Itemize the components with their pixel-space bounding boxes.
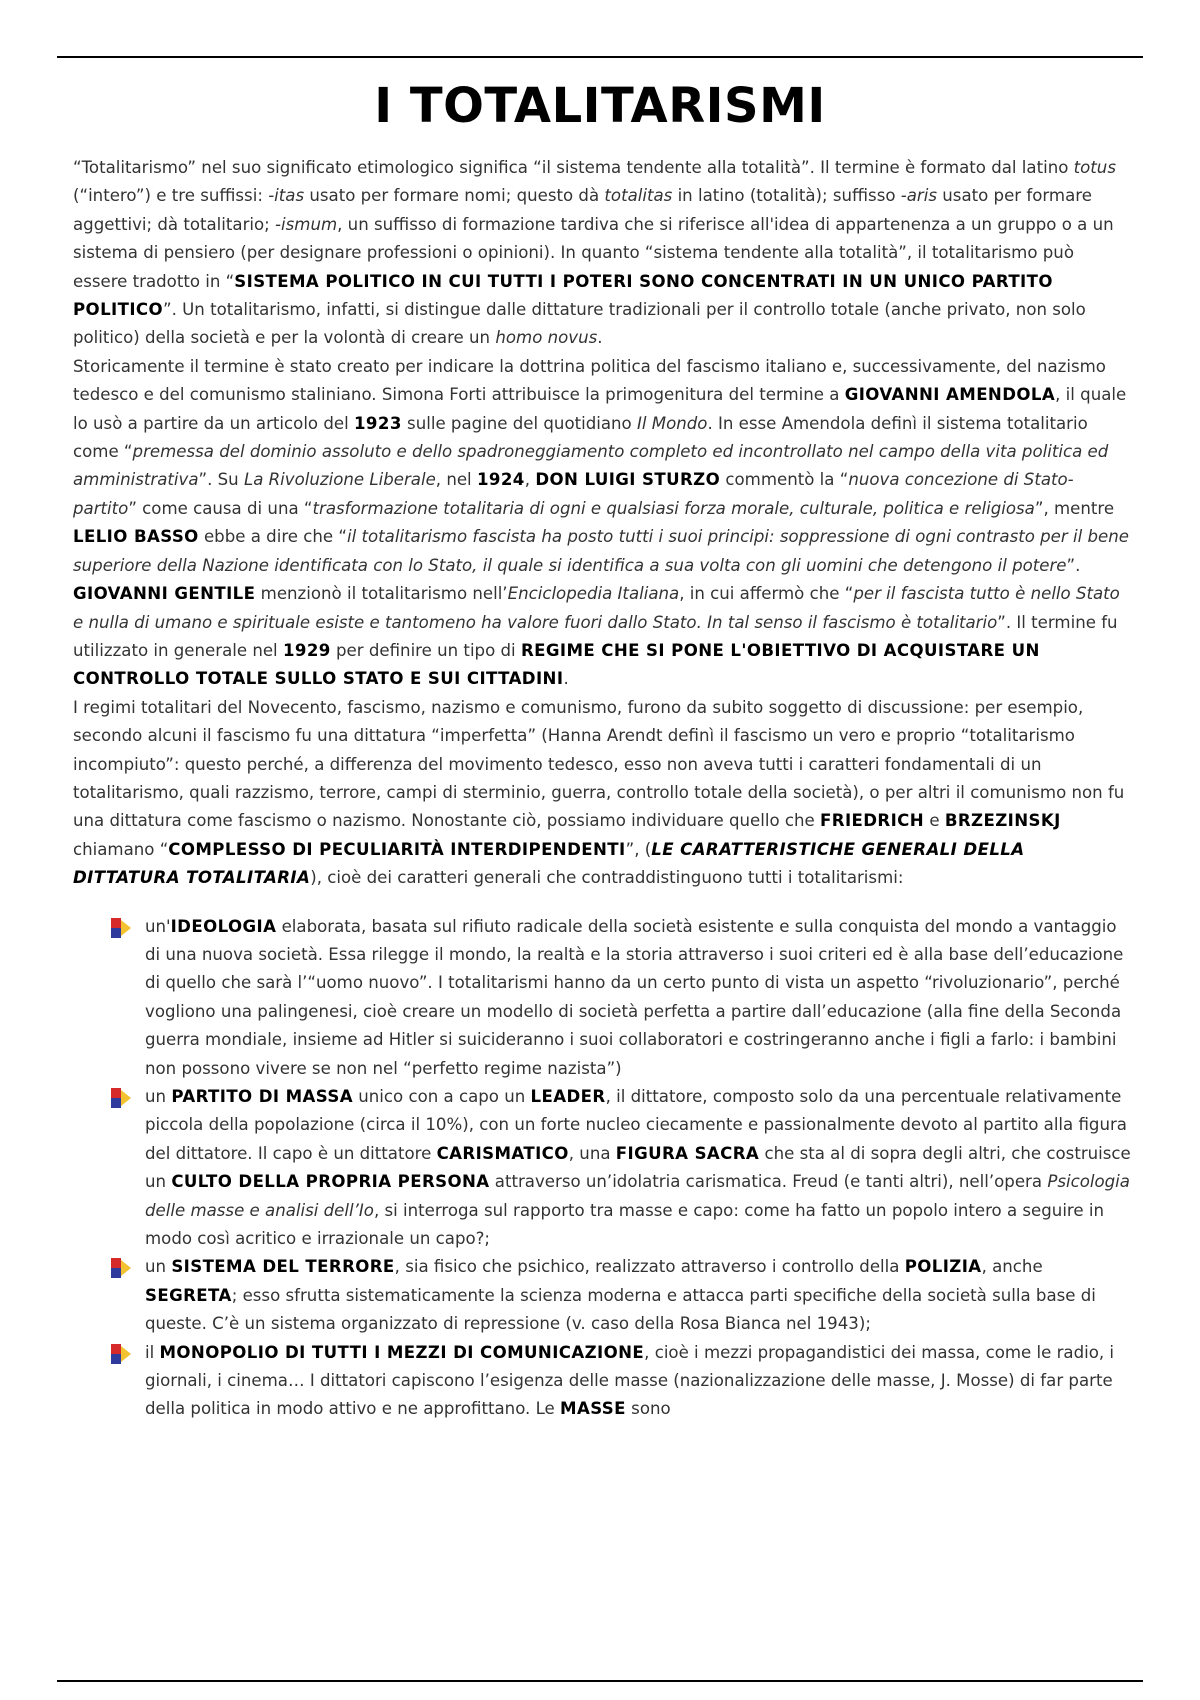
arrow-bullet-icon <box>109 1088 131 1108</box>
document-body <box>73 154 1131 1424</box>
paragraph-history: Storicamente il termine è stato creato per indicare la dottrina politica del fascismo italiano e, successivamente, del nazismo tedesco e del comunismo staliniano. Simona Forti attribuisce la primogenitura del termine a GIOVANNI AMENDOLA, il quale lo usò a partire da un articolo del 1923 sulle pagine del quotidiano Il Mondo. In esse Amendola definì il sistema totalitario come “premessa del dominio assoluto e dello spadroneggiamento completo ed incontrollato nel campo della vita politica ed amministrativa”. Su La Rivoluzione Liberale, nel 1924, DON LUIGI STURZO commentò la “nuova concezione di Stato-partito” come causa di una “trasformazione totalitaria di ogni e qualsiasi forza morale, culturale, politica e religiosa”, mentre LELIO BASSO ebbe a dire che “il totalitarismo fascista ha posto tutti i suoi principi: soppressione di ogni contrasto per il bene superiore della Nazione identificata con lo Stato, il quale si identifica a sua volta con gli uomini che detengono il potere”. GIOVANNI GENTILE menzionò il totalitarismo nell’Enciclopedia Italiana, in cui affermò che “per il fascista tutto è nello Stato e nulla di umano e spirituale esiste e tantomeno ha valore fuori dallo Stato. In tal senso il fascismo è totalitario”. Il termine fu utilizzato in generale nel 1929 per definire un tipo di REGIME CHE SI PONE L'OBIETTIVO DI ACQUISTARE UN CONTROLLO TOTALE SULLO STATO E SUI CITTADINI. <box>73 356 1129 689</box>
list-item-ideology: un'IDEOLOGIA elaborata, basata sul rifiuto radicale della società esistente e sulla conquista del mondo a vantaggio di una nuova società. Essa rilegge il mondo, la realtà e la storia attraverso i suoi criteri ed è alla base dell’educazione di quello che sarà l’“uomo nuovo”. I totalitarismi hanno da un certo punto di vista un aspetto “rivoluzionario”, perché vogliono una palingenesi, cioè creare un modello di società perfetta a partire dall’educazione (alla fine della Seconda guerra mondiale, insieme ad Hitler si suicideranno i suoi collaboratori e costringeranno anche i figli a farlo: i bambini non possono vivere se non nel “perfetto regime nazista”) <box>145 913 1131 1083</box>
bottom-rule <box>57 1680 1143 1682</box>
characteristics-list <box>73 913 1131 1424</box>
page-title: I TOTALITARISMI <box>374 78 826 134</box>
paragraph-etymology: “Totalitarismo” nel suo significato etimologico significa “il sistema tendente alla totalità”. Il termine è formato dal latino totus (“intero”) e tre suffissi: -itas usato per formare nomi; questo dà totalitas in latino (totalità); suffisso -aris usato per formare aggettivi; dà totalitario; -ismum, un suffisso di formazione tardiva che si riferisce all'idea di appartenenza a un gruppo o a un sistema di pensiero (per designare professioni o opinioni). In quanto “sistema tendente alla totalità”, il totalitarismo può essere tradotto in “SISTEMA POLITICO IN CUI TUTTI I POTERI SONO CONCENTRATI IN UN UNICO PARTITO POLITICO”. Un totalitarismo, infatti, si distingue dalle dittature tradizionali per il controllo totale (anche privato, non solo politico) della società e per la volontà di creare un homo novus. <box>73 158 1116 348</box>
list-item-media-monopoly: il MONOPOLIO DI TUTTI I MEZZI DI COMUNICAZIONE, cioè i mezzi propagandistici dei massa, come le radio, i giornali, i cinema… I dittatori capiscono l’esigenza delle masse (nazionalizzazione delle masse, J. Mosse) di far parte della politica in modo attivo e ne approfittano. Le MASSE sono <box>145 1339 1131 1424</box>
list-item-mass-party: un PARTITO DI MASSA unico con a capo un LEADER, il dittatore, composto solo da una percentuale relativamente piccola della popolazione (circa il 10%), con un forte nucleo ciecamente e passionalmente devoto al partito alla figura del dittatore. Il capo è un dittatore CARISMATICO, una FIGURA SACRA che sta al di sopra degli altri, che costruisce un CULTO DELLA PROPRIA PERSONA attraverso un’idolatria carismatica. Freud (e tanti altri), nell’opera Psicologia delle masse e analisi dell’Io, si interroga sul rapporto tra masse e capo: come ha fatto un popolo intero a seguire in modo così acritico e irrazionale un capo?; <box>145 1083 1131 1253</box>
list-item-terror: un SISTEMA DEL TERRORE, sia fisico che psichico, realizzato attraverso i controllo della POLIZIA, anche SEGRETA; esso sfrutta sistematicamente la scienza moderna e attacca parti specifiche della società sulla base di queste. C’è un sistema organizzato di repressione (v. caso della Rosa Bianca nel 1943); <box>145 1253 1131 1338</box>
arrow-bullet-icon <box>109 918 131 938</box>
paragraph-regimes: I regimi totalitari del Novecento, fascismo, nazismo e comunismo, furono da subito soggetto di discussione: per esempio, secondo alcuni il fascismo fu una dittatura “imperfetta” (Hanna Arendt definì il fascismo un vero e proprio “totalitarismo incompiuto”: questo perché, a differenza del movimento tedesco, esso non aveva tutti i caratteri fondamentali di un totalitarismo, quali razzismo, terrore, campi di sterminio, guerra, controllo totale della società), o per altri il comunismo non fu una dittatura come fascismo o nazismo. Nonostante ciò, possiamo individuare quello che FRIEDRICH e BRZEZINSKJ chiamano “COMPLESSO DI PECULIARITÀ INTERDIPENDENTI”, (LE CARATTERISTICHE GENERALI DELLA DITTATURA TOTALITARIA), cioè dei caratteri generali che contraddistinguono tutti i totalitarismi: <box>73 697 1125 888</box>
arrow-bullet-icon <box>109 1258 131 1278</box>
top-rule <box>57 56 1143 58</box>
arrow-bullet-icon <box>109 1344 131 1364</box>
